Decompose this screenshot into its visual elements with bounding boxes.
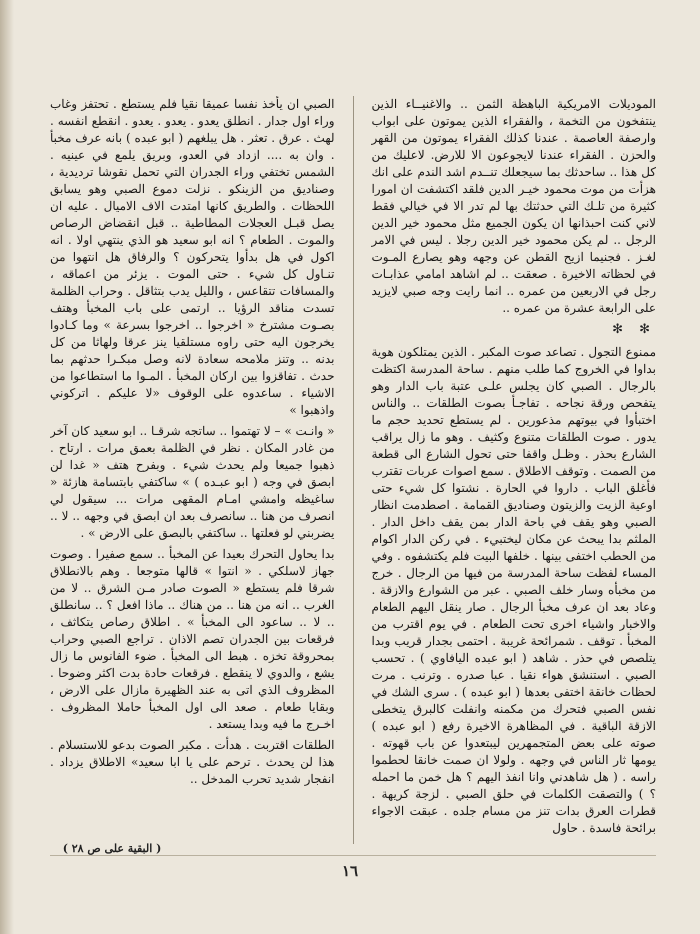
left-paragraph-3: بدا يحاول التحرك بعيدا عن المخبأ .. سمع صفيرا . وصوت جهاز لاسلكي . « انتوا » قالها متوجعا . وهم بالانطلاق شرقا فلم يستطع « الصوت صادر مـن الشرق .. لا من الغرب .. انه من هنا .. من هناك .. ماذا افعل ؟ .. سانطلق .. لا .. ساعود الى المخبأ » . اطلاق رصاص يتكاثف ، فرقعات بين الجدران تصم الاذان . تراجع الصبي وحراب بمحروقة تخزه . هبط الى المخبأ . ضوء الفانوس ما زال يشع ، والدوي لا ينقطع . فرقعات حادة بدت اكثر وضوحا . المظروف الذي اتى به عند الظهيرة مازال على الارض ، وبقايا طعام . صعد الى اول المخبأ حاملا المظروف . اخـرج ما فيه وبدا يستعد . bbox=[50, 547, 335, 731]
text-columns bbox=[50, 96, 656, 844]
right-paragraph-1: الموديلات الامريكية الباهظة الثمن .. والاغنيــاء الذين ينتفخون من التخمة ، والفقراء الذين يموتون على ابواب وارصفة العاصمة . عندنا كذلك الفقراء يموتون من القهر والحزن . الفقراء عندنا لايجوعون الا للارض. لاعليك من كل هذا .. ساحدثك بما سيجعلك تنــدم اشد الندم على انك هزأت من موت محمود خيـر الدين فلقد اكتشفت ان امورا كثيرة من تلـك التي حدثتك بها لم تدر الا في خيالي فقط لاني كنت احبذانها ان يكون الجميع مثل محمود خير الدين الرجل .. لم يكن محمود خير الدين رجلا . ليس في الامر لغـز . فجنيما ازيح القطن عن وجهه وهو يصارع المـوت في لحظاته الاخيرة . صعقت .. لم اشاهد امامي عذابـات رجل في الاربعين من عمره .. انما رايت وجه صبي لايزيد على الرابعة عشرة من عمره .. bbox=[371, 97, 656, 315]
column-divider bbox=[353, 96, 354, 844]
right-paragraph-2: ممنوع التجول . تصاعد صوت المكبر . الذين يمتلكون هوية بداوا في الخروج كما طلب منهم . ساحة المدرسة اكتظت بالرجال . الصبي كان يجلس علـى عتبة باب الدار وهو يتفحص ورقة نجاحه . تفاجـأ بصوت الطلقات .. والناس اختبأوا في بيوتهم مذعورين . لم يستطع تحديد حجم ما يدور . صوت الطلقات متنوع وكثيف . وهو ما زال يراقب الشارع بحذر . وظـل واقفا حتى تحول الشارع الى قطعة من الصمت . وتوقف الاطلاق . سمع اصوات عربات تقترب فأغلق الباب . داروا في الحارة . نشتوا كل شيء حتى اوعية الزيت والزيتون وصناديق القمامة . اصطدمت انظار الصبي وهو يقف في باحة الدار بمن يقف داخل الدار . الملثم بدا يبحث عن مكان ليختبيء . في ركن الدار اكوام من الحطب اختفى بينها . خلفها البيت فلم يكتشفوه . وفي المساء لفظت ساحة المدرسة من فيها من الرجال . خرج من مخبأه وسار خلف الصبي . عبر من الشوارع والازقة . وعاد بعد ان عرف مخبأ الرجال . صار ينقل اليهم الطعام والاخبار واشياء اخرى تحت الطعام . في يوم اقترب من المخبأ . توقف . شمرائحة غريبة . احتمى بجدار قريب وبدا يتلصص في حذر . شاهد ( ابو عبده اليافاوي ) . تحسب الصبي . استنشق هواء نقيا . عبا صدره . وترنب . مرت لحظات خانقة اختفى بعدها ( ابو عبده ) . سرى الشك في نفس الصبي فتحرك من مكمنه وانفلت كالبرق يتخطى الازقة الباقية . في المظاهرة الاخيرة رفع ( ابو عبده ) صوته على بعض المتجمهرين ليبتعدوا عن باب قهوته . يومها ثار الناس في وجهه . ولولا ان صمت خانقا لحطموا راسه . ( هل شاهدني وانا انفذ اليهم ؟ هل خمن ما احمله ؟ ) والتصقت الكلمات في حلق الصبي . لزجة كريهة . قطرات العرق بدات تنز من مسام جلده . عبقت الاجواء برائحة فاسدة . حاول bbox=[371, 345, 656, 835]
left-column bbox=[50, 96, 335, 844]
left-paragraph-4: الطلقات اقتربت . هدأت . مكبر الصوت بدعو للاستسلام . هذا لن يحدث . ترحم على يا ابا سعيد» الاطلاق يزداد . انفجار شديد تحرب المدخل .. bbox=[50, 738, 335, 786]
page-edge-shadow bbox=[0, 0, 14, 934]
left-paragraph-2: « وانـت » – لا تهتموا .. ساتجه شرقـا .. ابو سعيد كان آخر من غادر المكان . نظر في الظلمة بعمق مرات . ارتاح . ذهبوا جميعا ولم يحدث شيء . وبفرح هتف « غدا لن ابصق في وجه ( ابو عبـده ) » ساكتفي بابتسامة هازئة « ساغيظه وامشي امـام المقهى مرات ... سيقول لي انصرف من هنا .. سانصرف بعد ان ابصق في وجهه .. لا .. يضربني لو فعلتها .. ساكتفي بالبصق على الارض » . bbox=[50, 424, 335, 540]
section-separator: ✻ ✻ bbox=[612, 322, 656, 337]
continued-note: ( البقية على ص ٢٨ ) bbox=[62, 842, 162, 855]
bottom-rule bbox=[50, 855, 656, 856]
page-number: ١٦ bbox=[341, 862, 359, 880]
right-column bbox=[371, 96, 656, 844]
left-paragraph-1: الصبي ان يأخذ نفسا عميقا نقيا فلم يستطع . تحتفز وغاب وراء اول جدار . انطلق يعدو . يعدو . يعدو . انقطع انفسه . لهث . عرق . تعثر . هل يبلغهم ( ابو عبده ) بانه عرف مخبأ . وان به .... ازداد في العدو، وبريق يلمع في عينيه . الشمس تختفي وراء الجدران التي تحمل نقوشا ترديدية ، وصناديق من الزينكو . نزلت دموع الصبي وهو يسابق اللحظات . والطريق كانها امتدت الاف الاميال . عليه ان يصل قبـل العجلات المطاطية .. قبل انقضاض الرصاص والموت . الطعام ؟ انه ابو سعيد هو الذي ينتهي اولا . انه اكول في هل بدأوا يتحركون ؟ والرفاق هل انتهوا من تنـاول كل شيء . حتى الموت . يزئر من اعماقه ، والمسافات تتقاعس ، والليل يدب بتثاقل . وحراب الظلمة تسدت مناقد الرؤيا .. ارتمى على باب المخبأ وهتف بصـوت مشترخ « اخرجوا .. اخرجوا بسرعة » وما كـادوا يخرجون اليه حتى راوه مستلقيا ينز عرقا ولهاثا من كل بدنه .. وتنز ملامحه سعادة لانه وصل مبكـرا حدثهم بما حدث . تفاقزوا بين اركان المخبأ . المـوا ما استطاعوا من الاشياء . ساعدوه على الوقوف «لا عليكم . اتركوني واذهبوا » bbox=[50, 97, 335, 417]
